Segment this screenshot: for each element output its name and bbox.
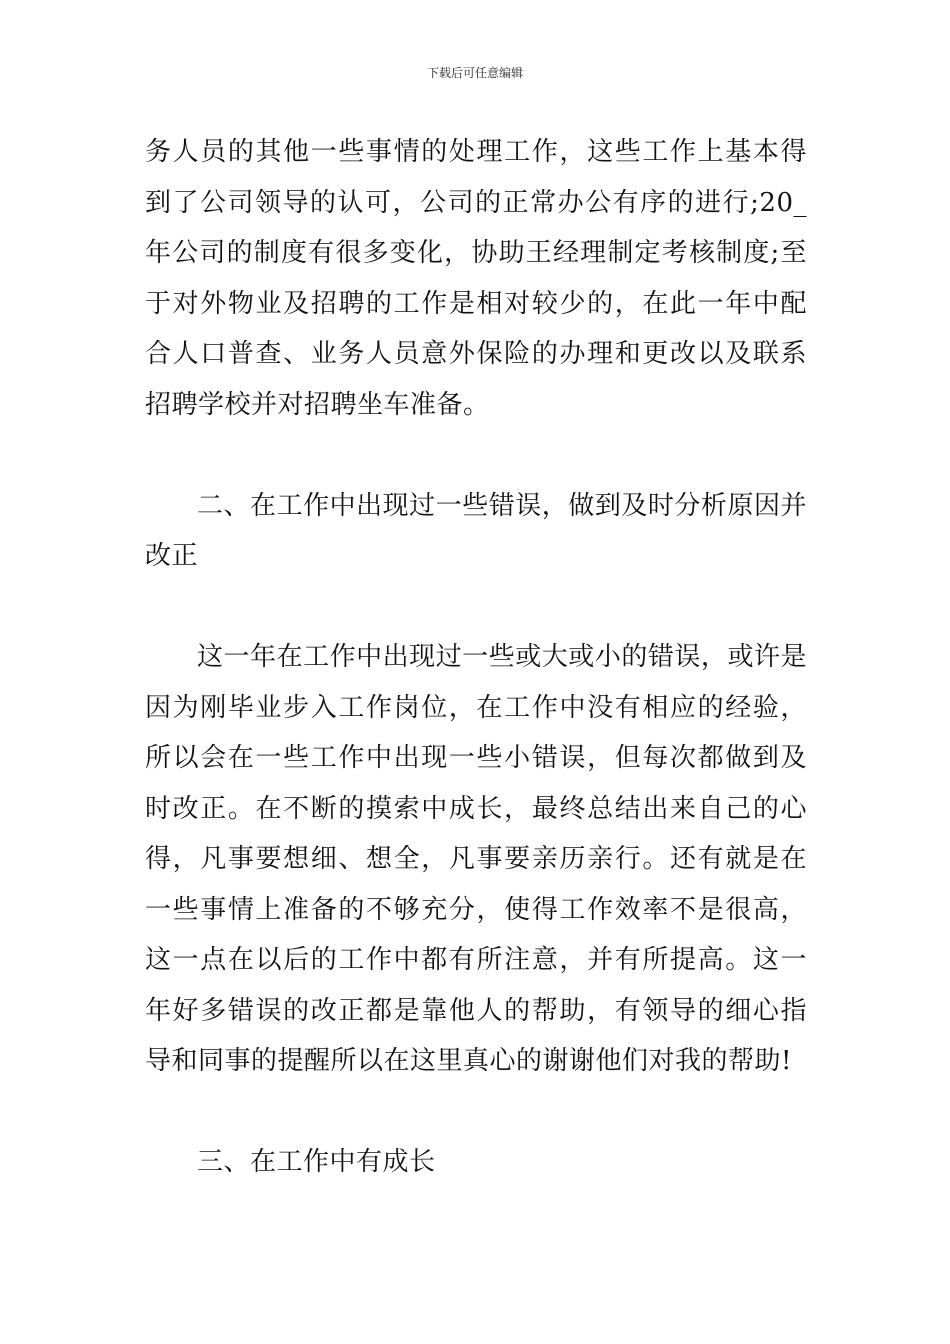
paragraph-errors-and-improvement: 这一年在工作中出现过一些或大或小的错误，或许是因为刚毕业步入工作岗位，在工作中没有相应的经验，所以会在一些工作中出现一些小错误，但每次都做到及时改正。在不断的摸索中成长，最终总结出来自己的心得，凡事要想细、想全，凡事要亲历亲行。还有就是在一些事情上准备的不够充分，使得工作效率不是很高，这一点在以后的工作中都有所注意，并有所提高。这一年好多错误的改正都是靠他人的帮助，有领导的细心指导和同事的提醒所以在这里真心的谢谢他们对我的帮助! xyxy=(145,642,807,1076)
paragraph-continued-work-summary: 务人员的其他一些事情的处理工作，这些工作上基本得到了公司领导的认可，公司的正常办公有序的进行;20_年公司的制度有很多变化，协助王经理制定考核制度;至于对外物业及招聘的工作是相对较少的，在此一年中配合人口普查、业务人员意外保险的办理和更改以及联系招聘学校并对招聘坐车准备。 xyxy=(145,137,807,420)
section-heading-errors-corrected: 二、在工作中出现过一些错误，做到及时分析原因并改正 xyxy=(145,490,807,571)
document-body xyxy=(145,127,807,1188)
section-heading-growth: 三、在工作中有成长 xyxy=(197,1147,436,1177)
paragraph-gap xyxy=(145,430,807,481)
header-note: 下载后可任意编辑 xyxy=(426,66,523,80)
paragraph-gap xyxy=(145,1087,807,1138)
paragraph-gap xyxy=(145,582,807,633)
